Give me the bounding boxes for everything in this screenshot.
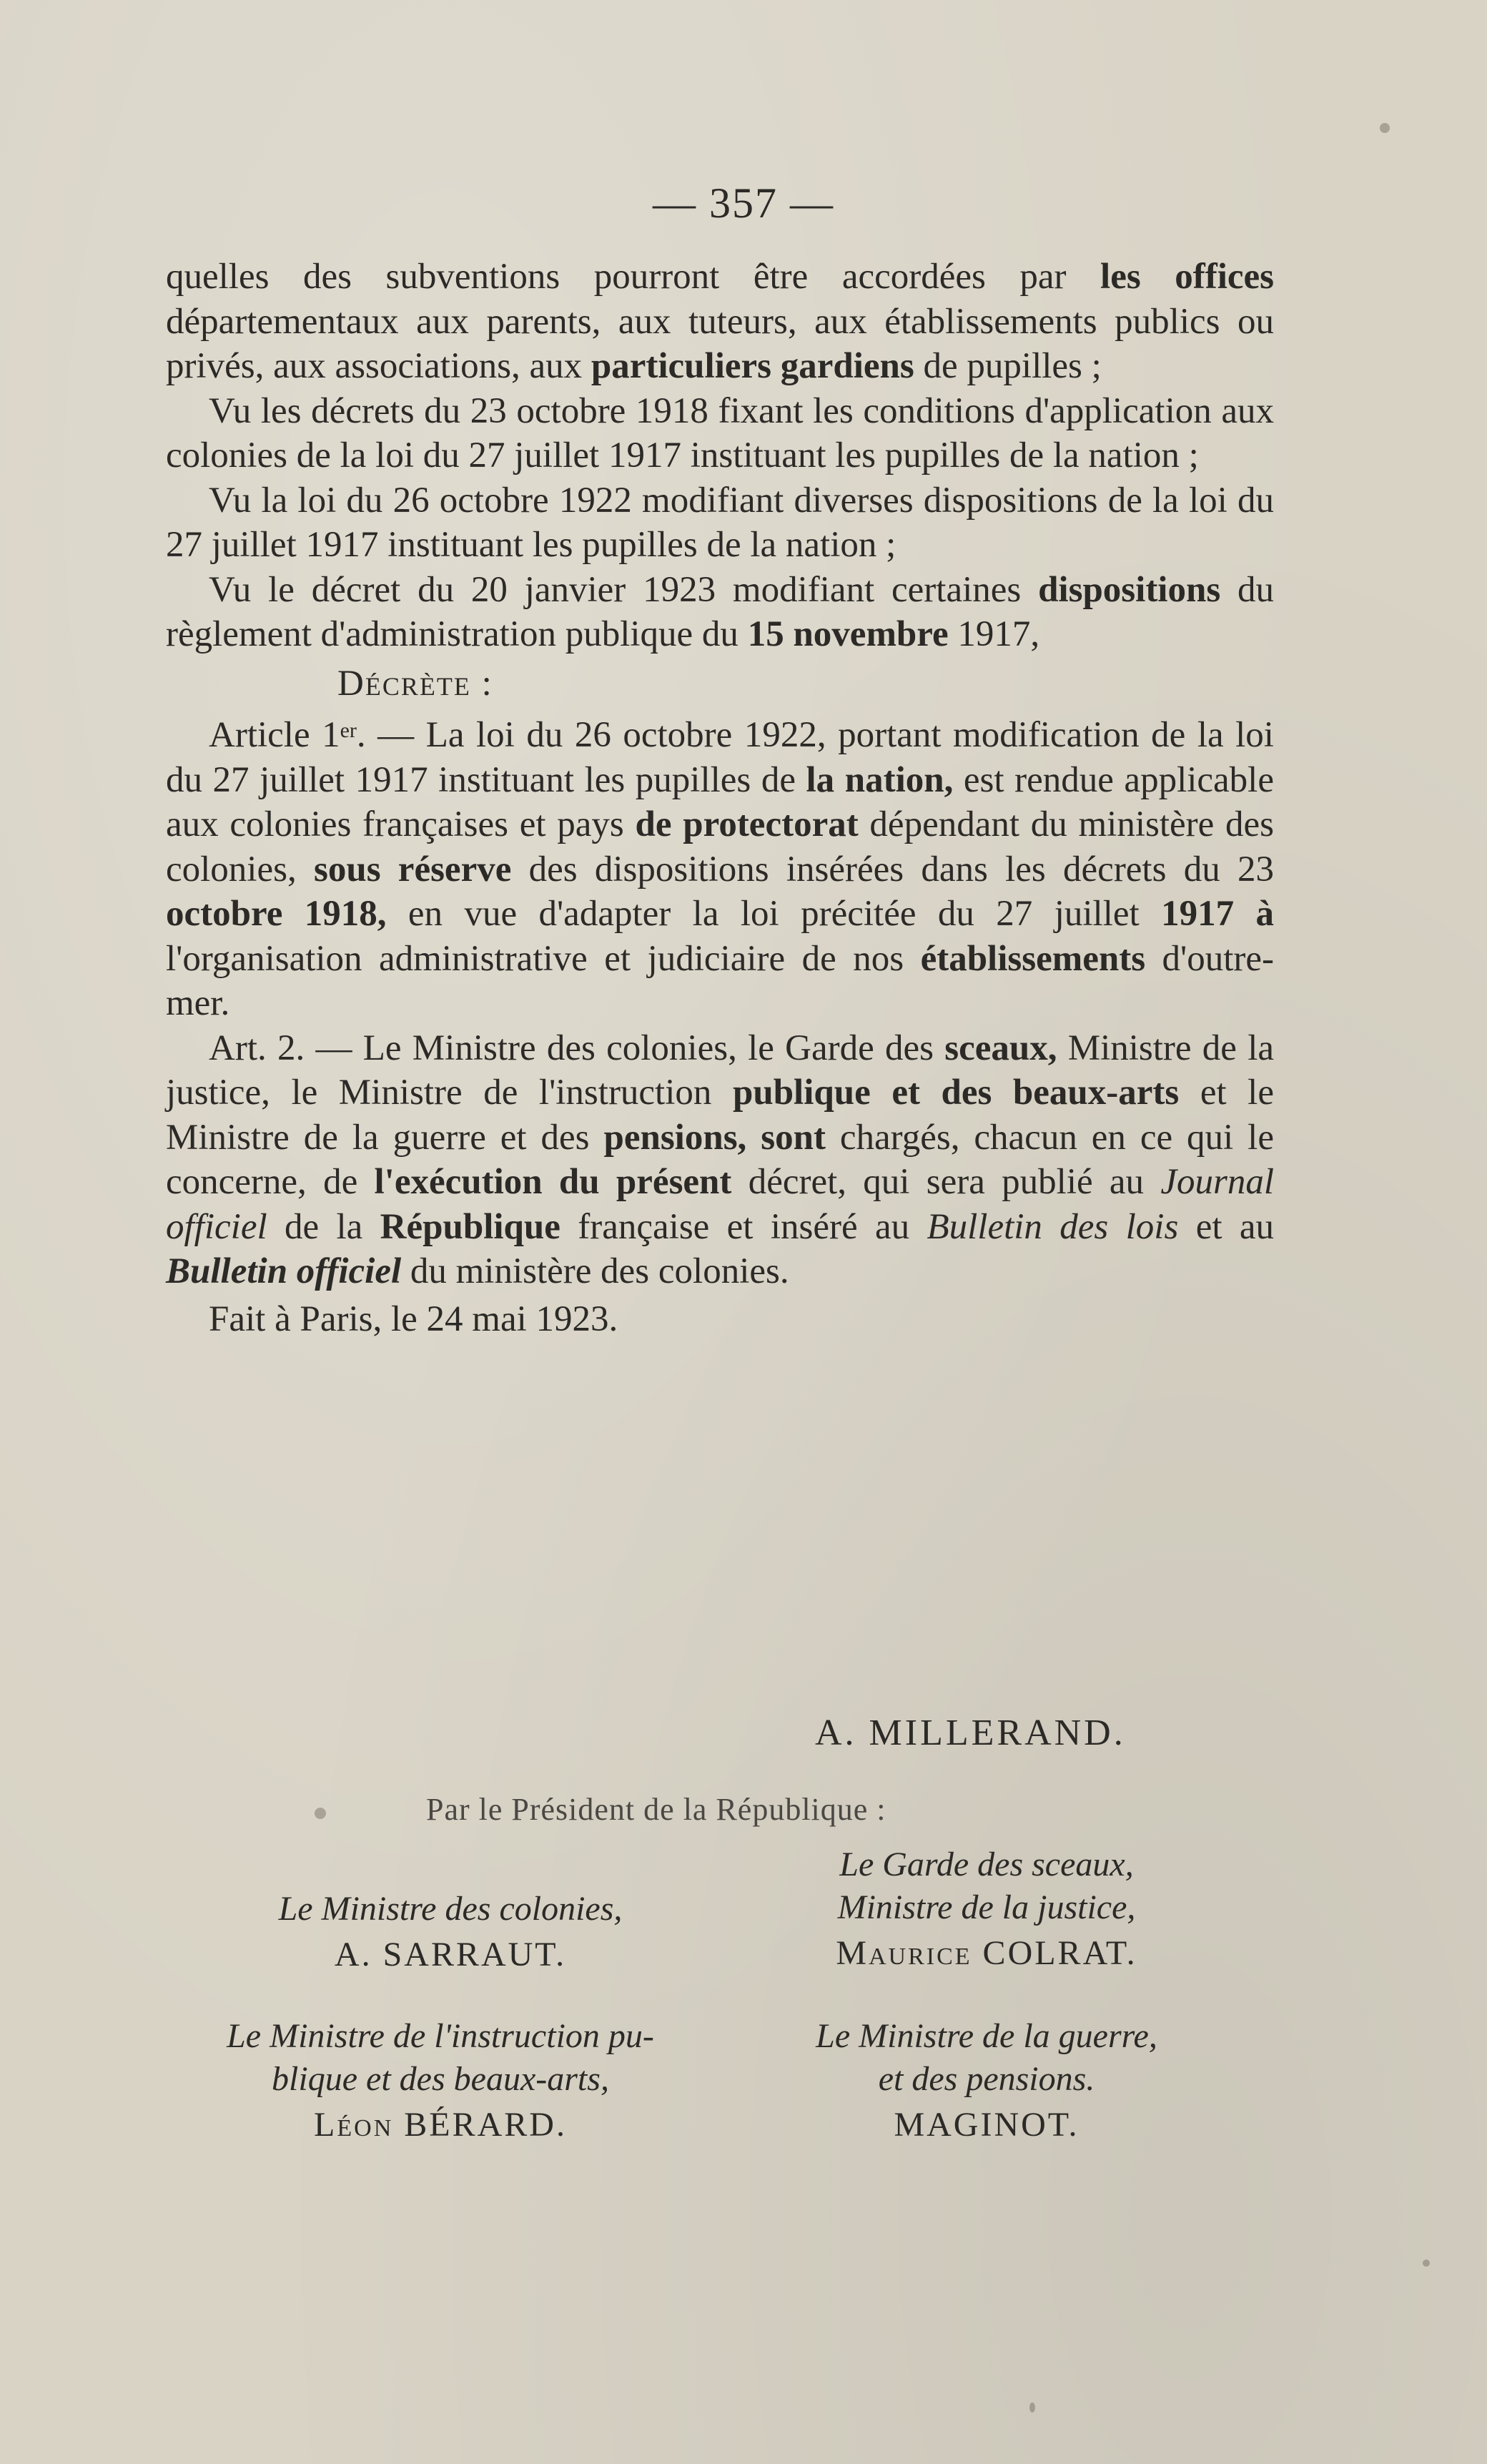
text-segment: dispositions (1038, 569, 1221, 610)
paragraph-fait (166, 1297, 1274, 1342)
paper-speck (315, 1808, 326, 1819)
text-segment: quelles des subventions pourront être accordées par (166, 257, 1101, 297)
text-segment: Vu les décrets du 23 octobre 1918 fixant les conditions d'application aux colonies de la loi du 27 juillet 1917 instituant les pupilles de la nation ; (166, 390, 1274, 475)
paragraph-indent (166, 389, 1274, 478)
president-signature: A. MILLERAND. (815, 1713, 1126, 1753)
text-segment: 1917 à (1161, 894, 1274, 934)
paragraph-indent (166, 478, 1274, 568)
text-segment: les offices (1100, 257, 1274, 297)
text-segment: Journal officiel (166, 1162, 1274, 1247)
text-segment: Vu la loi du 26 octobre 1922 modifiant diverses dispositions de la loi du 27 juillet 1917 instituant les pupilles de la nation ; (166, 480, 1274, 565)
paragraph-indent (166, 1026, 1274, 1294)
paper-speck (1380, 123, 1390, 133)
text-segment: la nation, (806, 759, 954, 800)
text-segment: d'outre-mer. (166, 938, 1274, 1023)
text-segment: est rendue applicable aux colonies françaises et pays (166, 759, 1274, 844)
by-the-president-line: Par le Président de la République : (426, 1792, 886, 1827)
text-segment: Bulletin officiel (166, 1251, 402, 1291)
text-segment: décret, qui sera publié au (731, 1162, 1161, 1202)
signatory-role-line1: Le Garde des sceaux, (839, 1845, 1134, 1883)
text-segment: Vu le décret du 20 janvier 1923 modifiant certaines (209, 569, 1039, 610)
signatory-role-line2: blique et des beaux-arts, (272, 2060, 609, 2098)
signatory-name: A. SARRAUT. (334, 1936, 567, 1973)
text-segment: de pupilles ; (914, 346, 1102, 386)
text-segment: octobre 1918, (166, 894, 387, 934)
signatory-last-name: COLRAT. (982, 1934, 1137, 1972)
signatory-role-line2: et des pensions. (878, 2060, 1095, 2098)
text-segment: française et inséré au (560, 1206, 927, 1247)
paper-speck (1029, 2403, 1035, 2413)
signatory-colonies (179, 1888, 722, 1976)
text-segment: pensions, sont (603, 1117, 826, 1158)
paragraph-decrete (166, 661, 1274, 706)
text-segment: dépendant du ministère des colonies, (166, 804, 1275, 889)
signatory-role: Le Ministre des colonies, (278, 1890, 623, 1928)
text-segment: l'organisation administrative et judiciaire de nos (166, 938, 921, 979)
signatory-name: MAGINOT. (894, 2106, 1080, 2144)
text-segment: 15 novembre (747, 614, 949, 654)
text-segment: 1917, (948, 614, 1040, 654)
decree-body-text (166, 255, 1274, 1341)
text-segment: et le Ministre de la guerre et des (166, 1073, 1274, 1158)
text-segment: du ministère des colonies. (401, 1251, 789, 1291)
signatory-first-name: Léon (314, 2106, 394, 2144)
text-segment: Bulletin des lois (927, 1206, 1179, 1247)
text-segment: départementaux aux parents, aux tuteurs, aux établissements publics ou privés, aux associations, aux (166, 301, 1274, 386)
text-segment: en vue d'adapter la loi précitée du 27 juillet (386, 894, 1162, 934)
text-segment: de protectorat (635, 804, 859, 844)
paragraph-cont (166, 255, 1274, 389)
signatory-role-line1: Le Ministre de l'instruction pu- (227, 2017, 654, 2055)
text-segment: Ministre de la justice, le Ministre de l'instruction (166, 1028, 1275, 1113)
text-segment: l'exécution du présent (374, 1162, 732, 1202)
signatory-war (758, 2015, 1215, 2147)
signatory-name (162, 2104, 719, 2147)
text-segment: . — La loi du 26 octobre 1922, portant modification de la loi du 27 juillet 1917 instituant les pupilles de (166, 715, 1274, 800)
paragraph-indent (166, 713, 1274, 1026)
text-segment: République (380, 1206, 560, 1247)
signatory-role-line2: Ministre de la justice, (837, 1888, 1136, 1926)
page-number: — 357 — (653, 179, 834, 227)
signatory-first-name: Maurice (836, 1934, 972, 1972)
signatory-name (758, 1932, 1215, 1975)
text-segment: sceaux, (944, 1028, 1057, 1068)
signatory-last-name: BÉRARD. (404, 2106, 567, 2144)
text-segment: publique et des beaux-arts (732, 1073, 1180, 1113)
text-segment: Décrète : (337, 663, 493, 704)
signatory-role-line1: Le Ministre de la guerre, (816, 2017, 1157, 2055)
text-segment: sous réserve (313, 849, 512, 889)
text-segment: du règlement d'administration publique du (166, 569, 1274, 654)
text-segment: de la (267, 1206, 380, 1247)
signatory-instruction (162, 2015, 719, 2147)
text-segment: chargés, chacun en ce qui le concerne, de (166, 1117, 1274, 1202)
text-segment: et au (1178, 1206, 1274, 1247)
text-segment: Article 1 (209, 715, 340, 755)
text-segment: des dispositions insérées dans les décrets du 23 (511, 849, 1274, 889)
text-segment: Art. 2. — Le Ministre des colonies, le Garde des (209, 1028, 945, 1068)
text-segment: Fait à Paris, le 24 mai 1923. (209, 1298, 618, 1339)
text-segment: particuliers gardiens (591, 346, 914, 386)
paragraph-indent (166, 568, 1274, 657)
signatory-justice (758, 1843, 1215, 1975)
paper-speck (1423, 2260, 1430, 2267)
text-segment: er (340, 719, 357, 742)
text-segment: établissements (920, 938, 1146, 979)
